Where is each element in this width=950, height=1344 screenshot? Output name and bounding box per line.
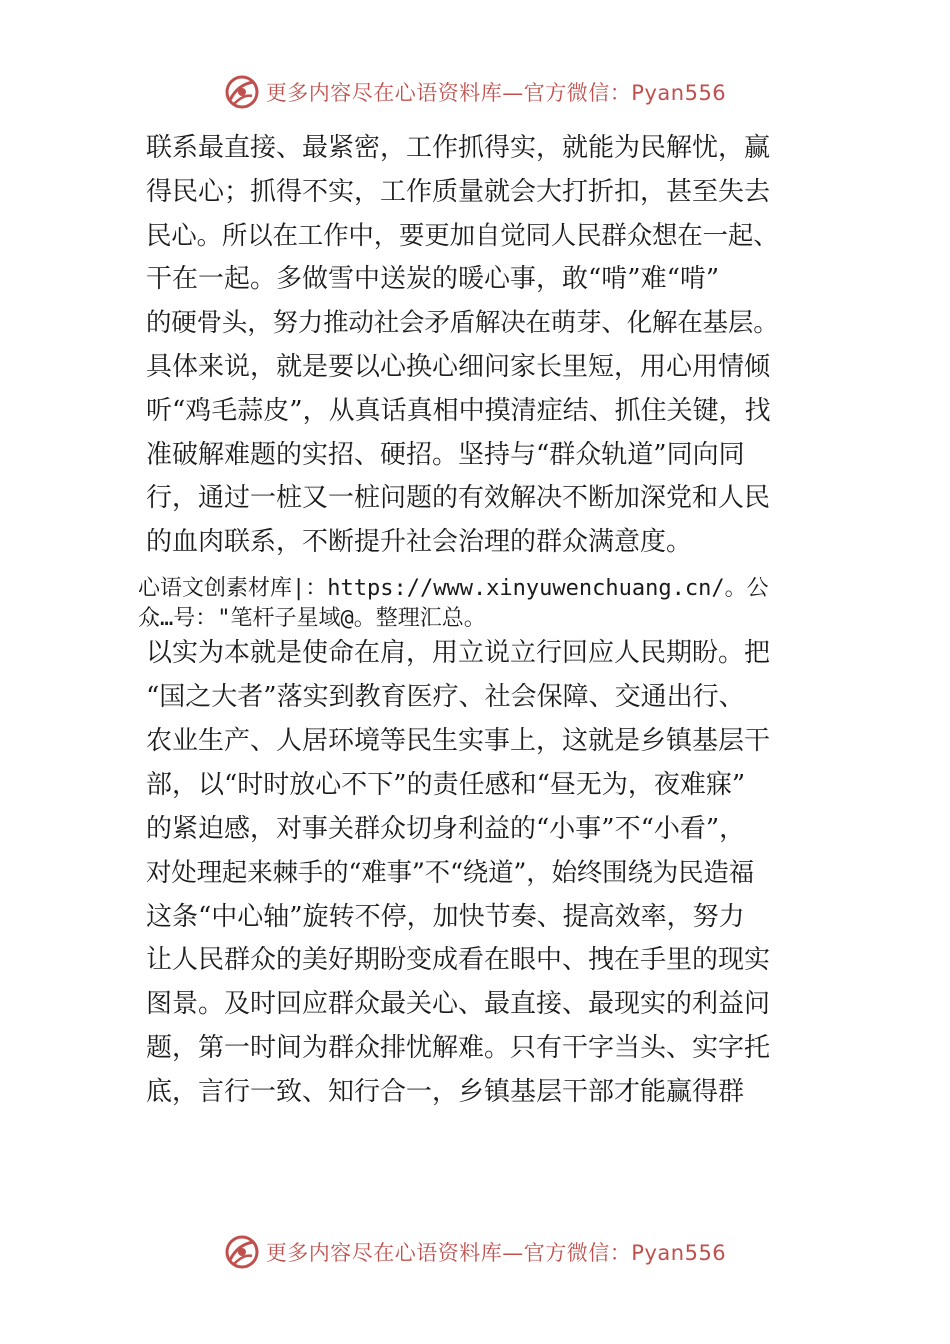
text-line: 民心。所以在工作中，要更加自觉同人民群众想在一起、 [146, 221, 779, 251]
footer-banner-text: 更多内容尽在心语资料库—官方微信：Pyan556 [265, 1241, 727, 1265]
header-banner-text: 更多内容尽在心语资料库—官方微信：Pyan556 [265, 81, 727, 105]
text-line: 题，第一时间为群众排忧解难。只有干字当头、实字托 [146, 1033, 771, 1063]
text-line: 得民心；抓得不实，工作质量就会大打折扣，甚至失去 [146, 177, 771, 207]
text-line: 具体来说，就是要以心换心细问家长里短，用心用情倾 [146, 352, 771, 382]
text-line: 准破解难题的实招、硬招。坚持与“群众轨道”同向同 [146, 440, 745, 470]
logo-seal-icon [224, 74, 260, 110]
text-line: 这条“中心轴”旋转不停，加快节奏、提高效率，努力 [146, 902, 745, 932]
text-line: 以实为本就是使命在肩，用立说立行回应人民期盼。把 [146, 638, 771, 668]
text-line: 让人民群众的美好期盼变成看在眼中、拽在手里的现实 [146, 945, 771, 975]
source-note-line: 众…号："笔杆子星域@。整理汇总。 [138, 606, 486, 631]
text-line: 底，言行一致、知行合一，乡镇基层干部才能赢得群 [146, 1077, 745, 1107]
text-line: 联系最直接、最紧密，工作抓得实，就能为民解忧，赢 [146, 133, 771, 163]
text-line: 农业生产、人居环境等民生实事上，这就是乡镇基层干 [146, 726, 771, 756]
text-line: 干在一起。多做雪中送炭的暖心事，敢“啃”难“啃” [146, 264, 720, 294]
text-line: 听“鸡毛蒜皮”，从真话真相中摸清症结、抓住关键，找 [146, 396, 771, 426]
text-line: 图景。及时回应群众最关心、最直接、最现实的利益问 [146, 989, 771, 1019]
text-line: 的硬骨头，努力推动社会矛盾解决在萌芽、化解在基层。 [146, 308, 779, 338]
header-banner [0, 72, 950, 112]
text-line: “国之大者”落实到教育医疗、社会保障、交通出行、 [146, 682, 745, 712]
source-note-line: 心语文创素材库|：https://www.xinyuwenchuang.cn/。公 [138, 576, 769, 601]
text-line: 的血肉联系，不断提升社会治理的群众满意度。 [146, 527, 693, 557]
text-line: 行，通过一桩又一桩问题的有效解决不断加深党和人民 [146, 483, 771, 513]
text-line: 部，以“时时放心不下”的责任感和“昼无为，夜难寐” [146, 770, 746, 800]
logo-seal-icon [224, 1234, 260, 1270]
text-line: 的紧迫感，对事关群众切身利益的“小事”不“小看”， [146, 814, 746, 844]
text-line: 对处理起来棘手的“难事”不“绕道”，始终围绕为民造福 [146, 858, 754, 888]
footer-banner [0, 1232, 950, 1272]
